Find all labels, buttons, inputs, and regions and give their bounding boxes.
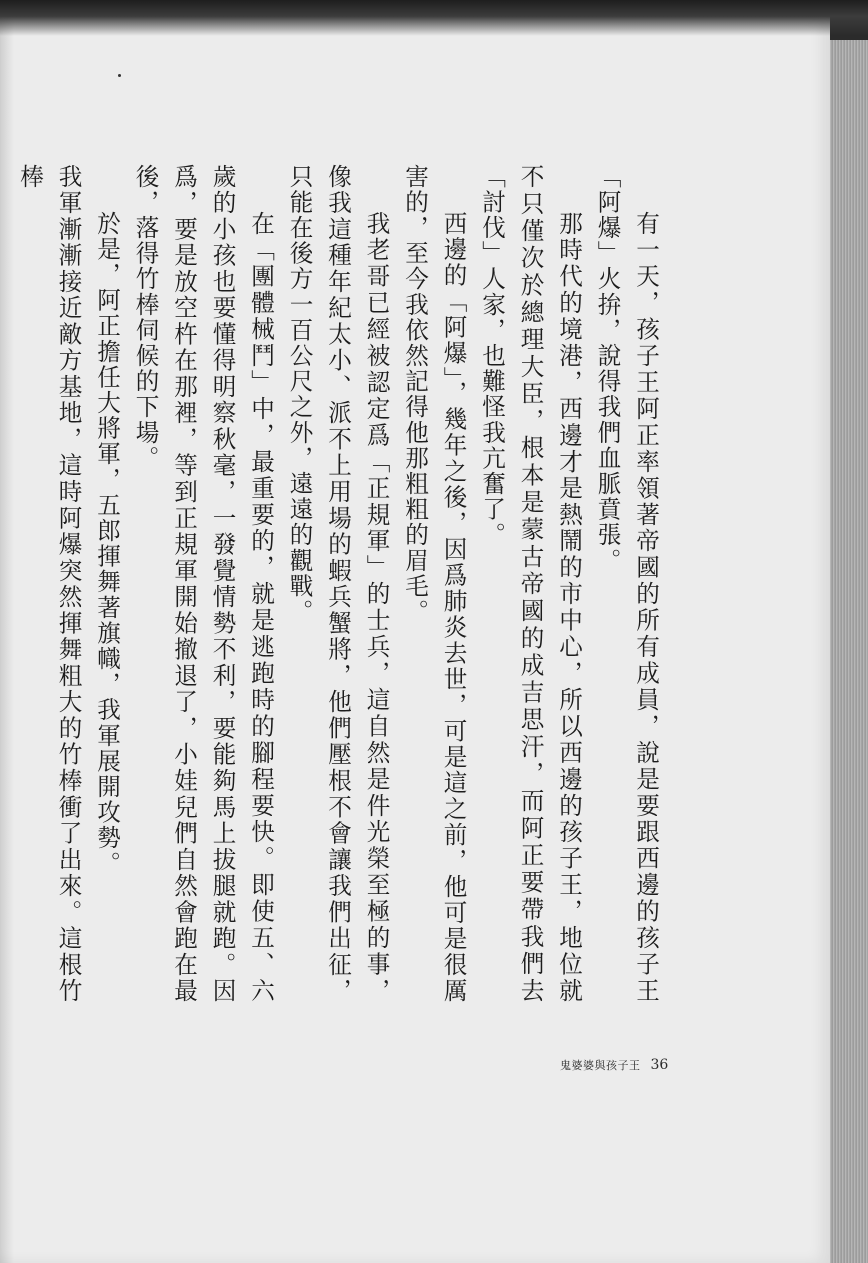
paragraph-5: 在「團體械鬥」中，最重要的，就是逃跑時的腳程要快。即使五、六歲的小孩也要懂得明察秋毫，一發覺情勢不利，要能夠馬上拔腿就跑。因爲，要是放空杵在那裡，等到正規軍開始撤退了，小娃兒們自然會跑在最後，落得竹棒伺候的下場。	[131, 164, 275, 1004]
page-footer	[560, 1054, 668, 1073]
scanner-top-edge	[0, 0, 868, 36]
paper-page	[0, 14, 830, 1263]
page-number: 36	[650, 1057, 669, 1073]
book-page-edges	[830, 40, 868, 1263]
running-title: 鬼婆婆與孩子王	[560, 1059, 641, 1072]
paragraph-6: 於是，阿正擔任大將軍，五郎揮舞著旗幟，我軍展開攻勢。	[93, 211, 121, 877]
vertical-text-body	[11, 164, 666, 1004]
paragraph-7: 我軍漸漸接近敵方基地，這時阿爆突然揮舞粗大的竹棒衝了出來。這根竹棒	[16, 164, 83, 1004]
paragraph-2: 那時代的境港，西邊才是熱鬧的市中心，所以西邊的孩子王，地位就不只僅次於總理大臣，根本是蒙古帝國的成吉思汗，而阿正要帶我們去「討伐」人家，也難怪我亢奮了。	[478, 164, 583, 1004]
speck-mark	[118, 74, 121, 77]
binding-shadow	[0, 14, 14, 1263]
paragraph-1: 有一天，孩子王阿正率領著帝國的所有成員，說是要跟西邊的孩子王「阿爆」火拚，說得我們血脈賁張。	[593, 164, 660, 1004]
paragraph-4: 我老哥已經被認定爲「正規軍」的士兵，這自然是件光榮至極的事，像我這種年紀太小、派不上用場的蝦兵蟹將，他們壓根不會讓我們出征，只能在後方一百公尺之外，遠遠的觀戰。	[285, 164, 391, 1004]
paragraph-3: 西邊的「阿爆」，幾年之後，因爲肺炎去世，可是這之前，他可是很厲害的，至今我依然記得他那粗粗的眉毛。	[401, 164, 468, 1004]
